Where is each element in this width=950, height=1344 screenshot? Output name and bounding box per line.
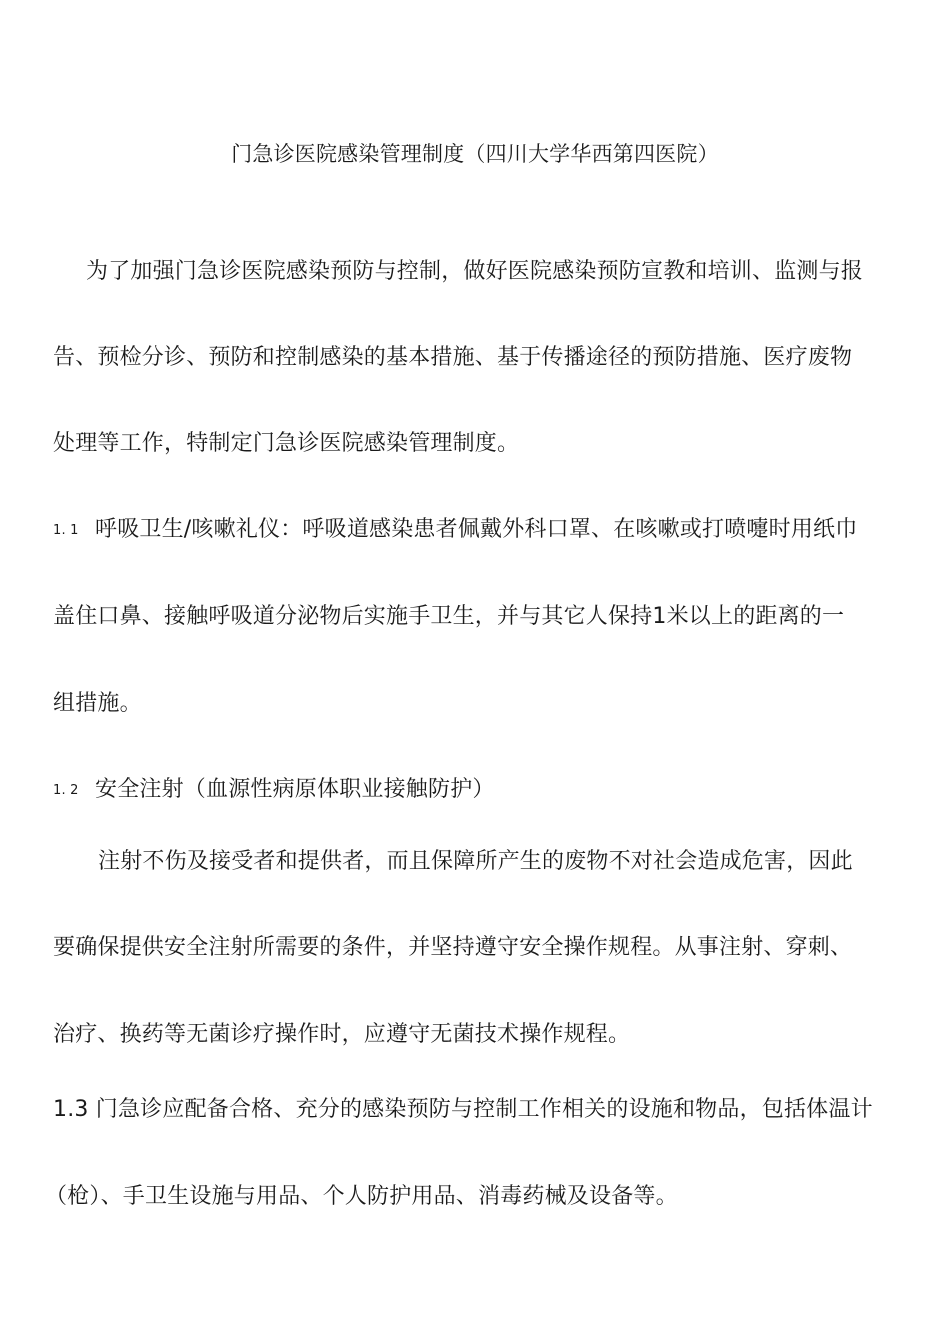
section-number: 1. 2: [53, 783, 79, 798]
section-1-2-line-2: 要确保提供安全注射所需要的条件，并坚持遵守安全操作规程。从事注射、穿刺、: [53, 935, 853, 960]
section-1-3-line-2: （枪）、手卫生设施与用品、个人防护用品、消毒药械及设备等。: [45, 1184, 678, 1209]
section-1-2-heading: [53, 775, 495, 806]
section-1-2-line-1: 注射不伤及接受者和提供者，而且保障所产生的废物不对社会造成危害，因此: [98, 849, 853, 874]
intro-line-2: 告、预检分诊、预防和控制感染的基本措施、基于传播途径的预防措施、医疗废物: [53, 345, 853, 370]
section-1-1-line-1: [53, 515, 857, 546]
document-title: 门急诊医院感染管理制度（四川大学华西第四医院）: [231, 142, 719, 166]
section-1-3-line-1: 1.3 门急诊应配备合格、充分的感染预防与控制工作相关的设施和物品，包括体温计: [53, 1097, 873, 1122]
section-1-2-line-3: 治疗、换药等无菌诊疗操作时，应遵守无菌技术操作规程。: [53, 1022, 631, 1047]
section-number: 1. 1: [53, 523, 79, 538]
section-1-1-line-2: 盖住口鼻、接触呼吸道分泌物后实施手卫生，并与其它人保持1米以上的距离的一: [53, 604, 845, 629]
section-text: 呼吸卫生/咳嗽礼仪：呼吸道感染患者佩戴外科口罩、在咳嗽或打喷嚏时用纸巾: [95, 517, 858, 542]
intro-line-3: 处理等工作，特制定门急诊医院感染管理制度。: [53, 431, 520, 456]
intro-line-1: 为了加强门急诊医院感染预防与控制，做好医院感染预防宣教和培训、监测与报: [86, 259, 864, 284]
section-heading-text: 安全注射（血源性病原体职业接触防护）: [95, 777, 495, 802]
section-1-1-line-3: 组措施。: [53, 691, 142, 716]
